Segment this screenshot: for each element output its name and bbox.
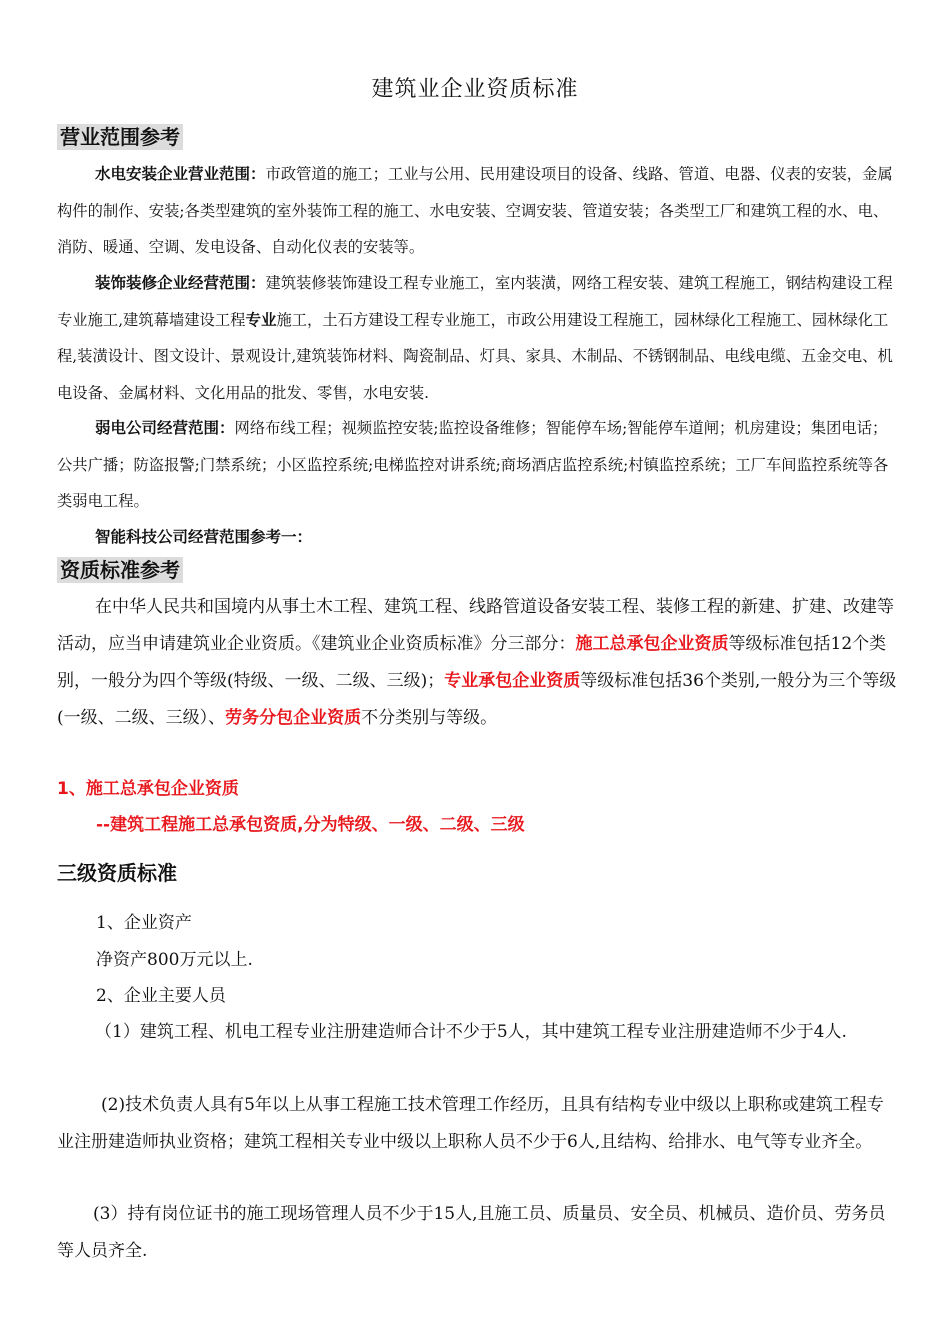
staff-requirement-3: (3）持有岗位证书的施工现场管理人员不少于15人,且施工员、质量员、安全员、机械员、造价员、劳务员等人员齐全. [57, 1204, 886, 1261]
decoration-scope-bold-word: 专业 [245, 310, 277, 329]
staff-requirement-1: （1）建筑工程、机电工程专业注册建造师合计不少于5人，其中建筑工程专业注册建造师不少于4人. [95, 1022, 847, 1042]
section-heading-qualification: 资质标准参考 [57, 557, 183, 583]
labor-subcontracting-highlight: 劳务分包企业资质 [225, 708, 362, 728]
specialty-contracting-highlight: 专业承包企业资质 [444, 671, 581, 691]
decoration-scope-paragraph [57, 265, 900, 411]
item-general-contracting: 1、施工总承包企业资质 [57, 779, 239, 799]
qualification-intro-text-3: 等级标准包括36个类别,一般分为三个等级(一级、二级、三级）、 [57, 671, 897, 728]
general-contracting-highlight: 施工总承包企业资质 [575, 634, 729, 654]
water-electric-scope-label: 水电安装企业营业范围： [95, 165, 266, 183]
assets-text: 净资产800万元以上. [96, 950, 253, 970]
weak-current-scope-label: 弱电公司经营范围： [95, 419, 235, 437]
qualification-intro-text-4: 不分类别与等级。 [361, 708, 498, 728]
smart-tech-scope-label: 智能科技公司经营范围参考一： [95, 528, 313, 546]
staff-label: 2、企业主要人员 [96, 986, 226, 1006]
staff-requirement-2: (2)技术负责人具有5年以上从事工程施工技术管理工作经历，且具有结构专业中级以上职称或建筑工程专业注册建造师执业资格；建筑工程相关专业中级以上职称人员不少于6人,且结构、给排水、电气等专业齐全。 [57, 1095, 884, 1152]
water-electric-scope-paragraph [57, 156, 900, 266]
decoration-scope-label: 装饰装修企业经营范围： [95, 274, 266, 292]
qualification-intro-paragraph [57, 589, 900, 737]
qualification-intro-text-2: 等级标准包括12个类别，一般分为四个等级(特级、一级、二级、三级)； [57, 634, 887, 691]
document-title: 建筑业企业资质标准 [371, 77, 579, 102]
decoration-scope-text-2: 施工，土石方建设工程专业施工，市政公用建设工程施工，园林绿化工程施工、园林绿化工程,装潢设计、图文设计、景观设计,建筑装饰材料、陶瓷制品、灯具、家具、木制品、不锈钢制品、电线电缆、五金交电、机电设备、金属材料、文化用品的批发、零售，水电安装. [57, 310, 893, 402]
qualification-intro-text-1: 在中华人民共和国境内从事土木工程、建筑工程、线路管道设备安装工程、装修工程的新建、扩建、改建等活动，应当申请建筑业企业资质。《建筑业企业资质标准》分三部分： [57, 597, 894, 654]
section-heading-grade-three: 三级资质标准 [57, 861, 177, 885]
weak-current-scope-text: 网络布线工程；视频监控安装;监控设备维修；智能停车场;智能停车道闸；机房建设；集团电话；公共广播；防盗报警;门禁系统；小区监控系统;电梯监控对讲系统;商场酒店监控系统;村镇监控系统；工厂车间监控系统等各类弱电工程。 [57, 419, 889, 510]
assets-label: 1、企业资产 [96, 913, 192, 933]
water-electric-scope-text: 市政管道的施工；工业与公用、民用建设项目的设备、线路、管道、电器、仪表的安装，金属构件的制作、安装;各类型建筑的室外装饰工程的施工、水电安装、空调安装、管道安装；各类型工厂和建筑工程的水、电、消防、暖通、空调、发电设备、自动化仪表的安装等。 [57, 165, 893, 256]
decoration-scope-text-1: 建筑装修装饰建设工程专业施工，室内装潢，网络工程安装、建筑工程施工，钢结构建设工程专业施工,建筑幕墙建设工程 [57, 274, 893, 329]
weak-current-scope-paragraph [57, 410, 900, 520]
item-building-construction-subtitle: --建筑工程施工总承包资质,分为特级、一级、二级、三级 [96, 815, 525, 835]
smart-tech-scope-paragraph [57, 519, 900, 556]
section-heading-business-scope: 营业范围参考 [57, 124, 183, 150]
